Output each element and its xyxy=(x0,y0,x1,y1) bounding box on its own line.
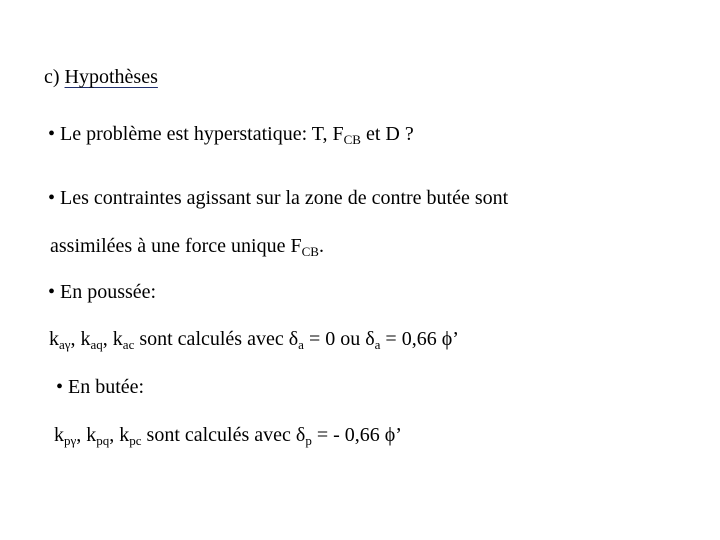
formula-sub: pq xyxy=(96,433,110,448)
formula-text: = - 0,66 ϕ’ xyxy=(311,424,402,446)
bullet-butee: • En butée: xyxy=(56,376,145,398)
poussee-formula xyxy=(49,328,459,352)
formula-text: sont calculés avec δ xyxy=(134,328,299,350)
formula-sub: aq xyxy=(90,337,103,352)
section-heading xyxy=(44,67,158,87)
contraintes-text: assimilées à une force unique F xyxy=(50,235,302,257)
formula-sep: , k xyxy=(109,424,130,446)
formula-sep: , k xyxy=(76,424,97,446)
contraintes-suffix: . xyxy=(318,235,324,257)
bullet-contraintes-continued xyxy=(50,235,324,259)
formula-sub: a xyxy=(298,337,304,352)
formula-sep: , k xyxy=(70,328,91,350)
formula-sub: a xyxy=(374,337,381,352)
formula-sub: pγ xyxy=(64,433,77,448)
bullet-poussee: • En poussée: xyxy=(48,281,157,303)
heading-title: Hypothèses xyxy=(64,66,158,88)
formula-sep: , k xyxy=(102,328,123,350)
formula-sub: aγ xyxy=(59,337,71,352)
formula-sub: ac xyxy=(122,337,135,352)
formula-sub: pc xyxy=(129,433,142,448)
bullet-hyperstatic-suffix: et D ? xyxy=(360,123,414,145)
formula-text: sont calculés avec δ xyxy=(141,424,306,446)
butee-formula xyxy=(54,424,402,448)
bullet-contraintes: • Les contraintes agissant sur la zone de contre butée sont xyxy=(48,187,509,209)
contraintes-sub: CB xyxy=(301,244,319,259)
bullet-hyperstatic-text: • Le problème est hyperstatique: T, F xyxy=(48,123,344,145)
formula-sub: p xyxy=(305,433,312,448)
bullet-hyperstatic-sub: CB xyxy=(343,132,361,147)
bullet-hyperstatic xyxy=(48,123,414,147)
formula-k: k xyxy=(54,424,64,446)
formula-text: = 0 ou δ xyxy=(303,328,375,350)
formula-text: = 0,66 ϕ’ xyxy=(380,328,459,350)
formula-k: k xyxy=(49,328,59,350)
heading-prefix: c) xyxy=(44,66,65,88)
